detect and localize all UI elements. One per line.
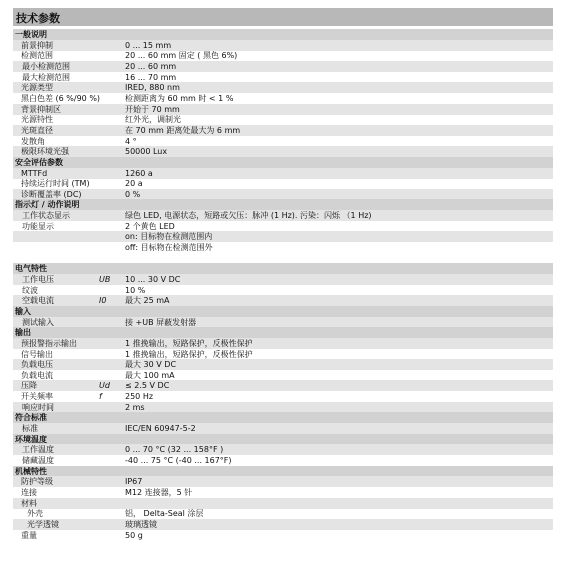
spec-row xyxy=(13,487,553,498)
spec-row xyxy=(13,455,553,466)
spec-label: 功能显示 xyxy=(22,221,54,231)
spec-value: 最大 30 V DC xyxy=(125,360,177,370)
spec-label: 负载电流 xyxy=(21,370,53,380)
section-header xyxy=(13,157,553,168)
spec-row xyxy=(13,285,553,296)
spec-label: 光源特性 xyxy=(21,115,53,125)
spec-label: 开关频率 xyxy=(21,392,53,402)
spec-row xyxy=(13,476,553,487)
spec-row xyxy=(13,391,553,402)
spec-label: 发散角 xyxy=(21,136,45,146)
spec-value: 最大 25 mA xyxy=(125,296,170,306)
spec-value: 最大 100 mA xyxy=(125,370,175,380)
section-header xyxy=(13,263,553,274)
spec-symbol: Ud xyxy=(99,381,110,391)
spec-label: 极限环境光强 xyxy=(21,147,69,157)
spec-label: 最大检测范围 xyxy=(22,72,70,82)
section-title: 安全评估参数 xyxy=(15,157,63,167)
spec-label: 工作状态显示 xyxy=(22,211,70,221)
spec-label: 材料 xyxy=(21,498,37,508)
spec-value: 开始于 70 mm xyxy=(125,104,180,114)
section-title: 环境温度 xyxy=(15,434,47,444)
spec-symbol: UB xyxy=(99,275,111,284)
spec-label: 持续运行时间 (TM) xyxy=(21,179,90,189)
spec-label: 工作温度 xyxy=(22,445,54,455)
spec-row xyxy=(13,210,553,221)
spec-label: 压降 xyxy=(21,381,37,391)
spec-label: 防护等级 xyxy=(21,477,53,487)
spec-value: 50 g xyxy=(125,530,143,540)
spec-label: 预报警指示输出 xyxy=(21,338,77,348)
spec-value: 10 % xyxy=(125,285,146,295)
section-title: 机械特性 xyxy=(15,466,47,476)
spec-label: 储藏温度 xyxy=(22,456,54,465)
spec-value: 2 ms xyxy=(125,402,145,412)
spec-label: 负载电压 xyxy=(21,360,53,370)
spec-row xyxy=(13,519,553,530)
spec-value: 2 个黄色 LED xyxy=(125,221,175,231)
spec-row xyxy=(13,349,553,360)
spec-label: 工作电压 xyxy=(22,275,54,284)
section-header xyxy=(13,29,553,40)
spec-label: 空载电流 xyxy=(22,296,54,306)
title-bar xyxy=(13,8,553,26)
section-title: 一般说明 xyxy=(15,30,47,39)
spec-row xyxy=(13,380,553,391)
spec-row xyxy=(13,274,553,285)
section-title: 输入 xyxy=(15,306,31,316)
spec-row xyxy=(13,168,553,179)
spec-label: 信号输出 xyxy=(21,349,53,359)
spec-row xyxy=(13,530,553,541)
spec-symbol: f xyxy=(99,392,102,402)
spec-row xyxy=(13,178,553,189)
spec-row xyxy=(13,125,553,136)
spec-value: off: 目标物在检测范围外 xyxy=(125,243,213,252)
spec-value: on: 目标物在检测范围内 xyxy=(125,232,213,242)
spec-row xyxy=(13,189,553,200)
spec-value: 0 ... 70 °C (32 ... 158°F ) xyxy=(125,445,224,455)
spec-value: 20 ... 60 mm xyxy=(125,62,177,71)
spec-value: 0 % xyxy=(125,189,141,199)
section-title: 符合标准 xyxy=(15,413,47,423)
spec-label: 响应时间 xyxy=(22,402,54,412)
spec-row xyxy=(13,338,553,349)
section-header xyxy=(13,306,553,317)
spec-label: 连接 xyxy=(21,487,37,497)
spec-label: 重量 xyxy=(21,530,37,540)
spec-row xyxy=(13,402,553,413)
section-title: 指示灯 / 动作说明 xyxy=(15,200,80,210)
spec-label: 光学透镜 xyxy=(27,519,59,529)
spec-label: 测试输入 xyxy=(22,317,54,327)
section-header xyxy=(13,199,553,210)
spec-row xyxy=(13,231,553,242)
spec-value: 接 +UB 屏蔽发射器 xyxy=(125,317,197,327)
spec-label: 前景抑制 xyxy=(21,40,53,50)
spec-value: 检测距离为 60 mm 时 < 1 % xyxy=(125,93,234,103)
spec-value: 1260 a xyxy=(125,168,153,178)
spec-row xyxy=(13,295,553,306)
section-header xyxy=(13,434,553,445)
spec-value: 1 推挽输出，短路保护，反极性保护 xyxy=(125,349,253,359)
spec-label: 背景抑制区 xyxy=(21,104,61,114)
spec-row xyxy=(13,508,553,519)
spec-row xyxy=(13,104,553,115)
spec-row xyxy=(13,498,553,509)
spec-label: 诊断覆盖率 (DC) xyxy=(21,189,82,199)
page-title: 技术参数 xyxy=(16,12,60,25)
spec-value: 1 推挽输出，短路保护，反极性保护 xyxy=(125,338,253,348)
spec-value: IRED, 880 nm xyxy=(125,83,180,93)
spec-row xyxy=(13,444,553,455)
section-title: 电气特性 xyxy=(15,264,47,274)
spec-row xyxy=(13,82,553,93)
spec-row xyxy=(13,93,553,104)
spec-label: 最小检测范围 xyxy=(22,62,70,71)
spec-label: 标准 xyxy=(22,424,38,434)
spec-label: 光斑直径 xyxy=(21,125,53,135)
section-header xyxy=(13,412,553,423)
section-header xyxy=(13,466,553,477)
section-header xyxy=(13,327,553,338)
spec-value: IP67 xyxy=(125,477,143,487)
spec-label: 黑白色差 (6 %/90 %) xyxy=(21,93,101,103)
spec-value: 在 70 mm 距离处最大为 6 mm xyxy=(125,125,241,135)
spec-row xyxy=(13,72,553,83)
spec-value: 铝， Delta-Seal 涂层 xyxy=(125,509,204,519)
spec-value: 绿色 LED, 电源状态，短路或欠压：脉冲 (1 Hz). 污染：闪烁 （1 Hz) xyxy=(125,211,372,221)
spec-row xyxy=(13,370,553,381)
spec-value: 红外光，调制光 xyxy=(125,115,181,125)
spec-label: 光源类型 xyxy=(21,83,53,93)
spec-value: 4 ° xyxy=(125,136,137,146)
spec-value: 20 ... 60 mm 固定 ( 黑色 6%) xyxy=(125,51,238,61)
spec-row xyxy=(13,61,553,72)
spec-row xyxy=(13,50,553,61)
spec-value: 16 ... 70 mm xyxy=(125,72,177,82)
spec-value: M12 连接器，5 针 xyxy=(125,487,193,497)
spec-value: 0 ... 15 mm xyxy=(125,40,172,50)
section-title: 输出 xyxy=(15,328,31,338)
spec-row xyxy=(13,317,553,328)
spec-row xyxy=(13,242,553,253)
spacer-row xyxy=(13,253,553,264)
spec-symbol: I0 xyxy=(99,296,107,306)
spec-value: 20 a xyxy=(125,179,143,189)
spec-label: 纹波 xyxy=(22,285,38,295)
spec-row xyxy=(13,146,553,157)
spec-value: 250 Hz xyxy=(125,392,154,402)
spec-row xyxy=(13,359,553,370)
spec-value: 50000 Lux xyxy=(125,147,168,157)
spec-label: 外壳 xyxy=(27,509,43,519)
spec-value: IEC/EN 60947-5-2 xyxy=(125,424,196,434)
spec-value: -40 ... 75 °C (-40 ... 167°F) xyxy=(125,456,232,465)
spec-value: 玻璃透镜 xyxy=(125,519,157,529)
spec-row xyxy=(13,221,553,232)
spec-row xyxy=(13,423,553,434)
spec-row xyxy=(13,136,553,147)
spec-label: MTTFd xyxy=(21,168,48,178)
spec-label: 检测范围 xyxy=(21,51,53,61)
spec-row xyxy=(13,114,553,125)
spec-row xyxy=(13,40,553,51)
spec-value: ≤ 2.5 V DC xyxy=(125,381,170,391)
spec-value: 10 ... 30 V DC xyxy=(125,275,181,284)
